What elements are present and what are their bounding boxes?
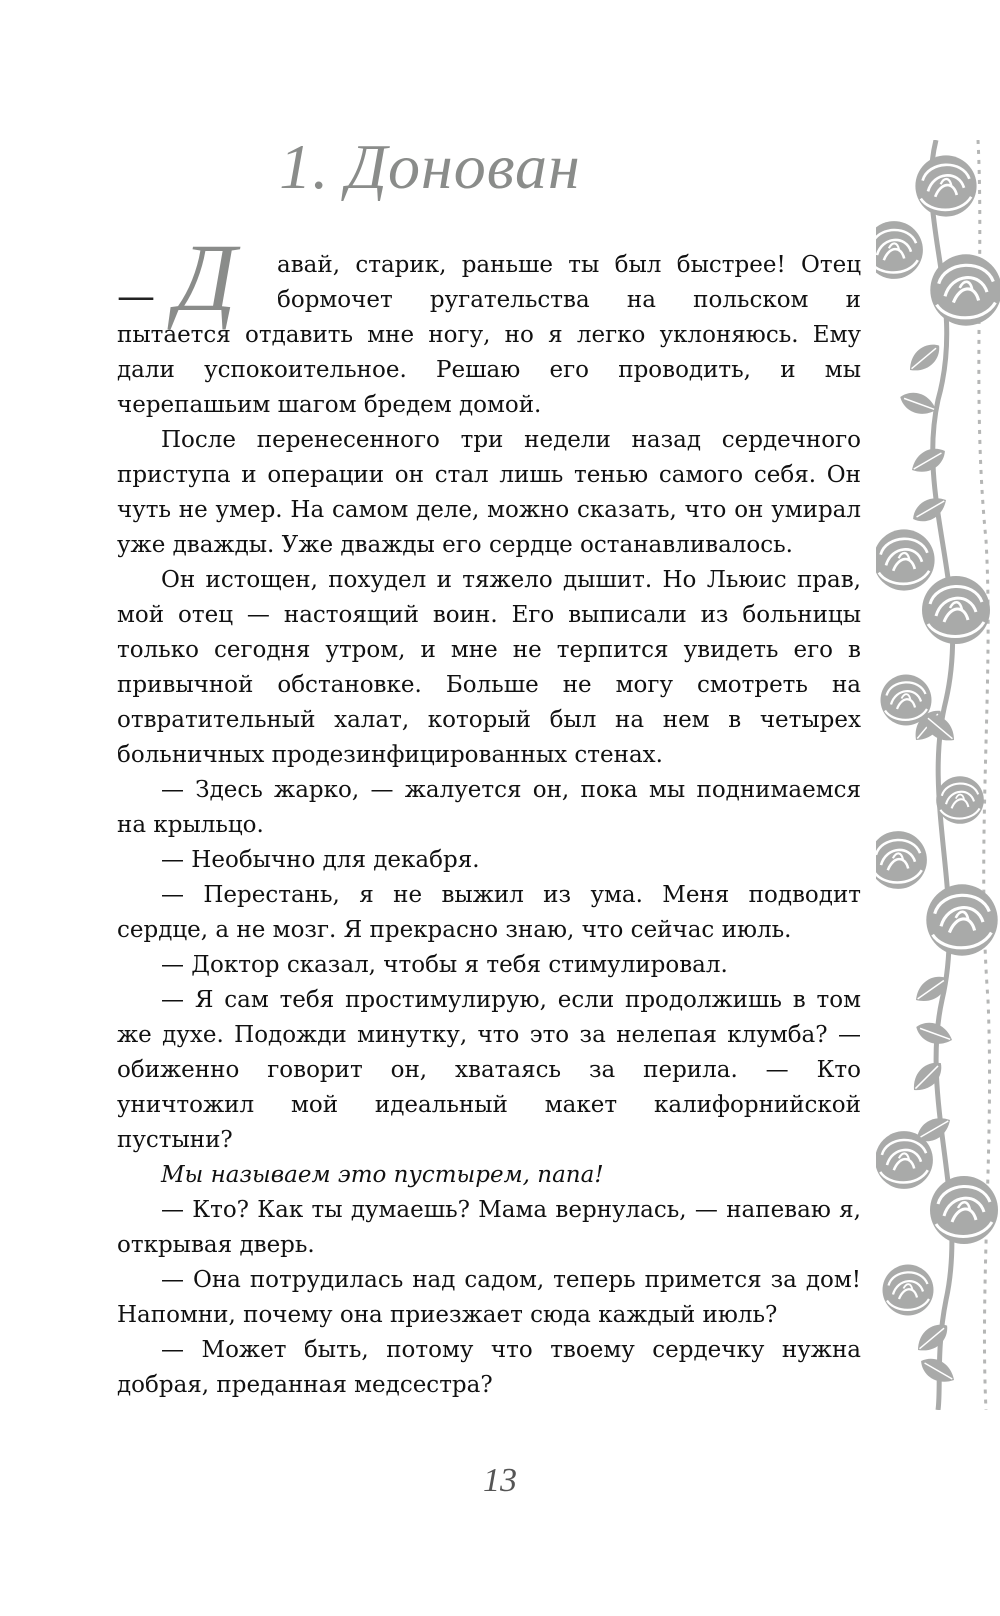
paragraph-11: — Она потрудилась над садом, теперь примется за дом! Напомни, почему она приезжает сюда каждый июль? (117, 1267, 861, 1328)
paragraph-3: Он истощен, похудел и тяжело дышит. Но Льюис прав, мой отец — настоящий воин. Его выписали из больницы только сегодня утром, и мне не терпится увидеть его в привычной обстановке. Больше не могу смотреть на отвратительный халат, который был на нем в четырех больничных продезинфицированных стенах. (117, 567, 861, 768)
paragraph-12: — Может быть, потому что твоему сердечку нужна добрая, преданная медсестра? (117, 1337, 861, 1398)
paragraph-8: — Я сам тебя простимулирую, если продолжишь в том же духе. Подожди минутку, что это за нелепая клумба? — обиженно говорит он, хватаясь за перила. — Кто уничтожил мой идеальный макет калифорнийской пустыни? (117, 987, 861, 1153)
dropcap-letter: Д (175, 224, 237, 331)
page-number: 13 (483, 1462, 517, 1499)
body-text (117, 224, 861, 1403)
paragraph-4: — Здесь жарко, — жалуется он, пока мы поднимаемся на крыльцо. (117, 777, 861, 838)
paragraph-5: — Необычно для декабря. (161, 847, 480, 873)
paragraph-1 (117, 224, 861, 423)
paragraph-9-thought: Мы называем это пустырем, папа! (161, 1162, 604, 1188)
paragraph-2: После перенесенного три недели назад сердечного приступа и операции он стал лишь тенью самого себя. Он чуть не умер. На самом деле, можно сказать, что он умирал уже дважды. Уже дважды его сердце останавливалось. (117, 427, 861, 558)
paragraph-6: — Перестань, я не выжил из ума. Меня подводит сердце, а не мозг. Я прекрасно знаю, что сейчас июль. (117, 882, 861, 943)
paragraph-10: — Кто? Как ты думаешь? Мама вернулась, — напеваю я, открывая дверь. (117, 1197, 861, 1258)
rose-vine-border (876, 140, 1000, 1410)
paragraph-text: авай, старик, раньше ты был быстрее! Отец бормочет ругательства на польском и пытается отдавить мне ногу, но я легко уклоняюсь. Ему дали успокоительное. Решаю его проводить, и мы черепашьим шагом бредем домой. (117, 252, 861, 418)
paragraph-7: — Доктор сказал, чтобы я тебя стимулировал. (161, 952, 728, 978)
dropcap-dash: — (117, 274, 155, 318)
chapter-title: 1. Донован (279, 131, 581, 202)
dropcap (117, 224, 273, 331)
